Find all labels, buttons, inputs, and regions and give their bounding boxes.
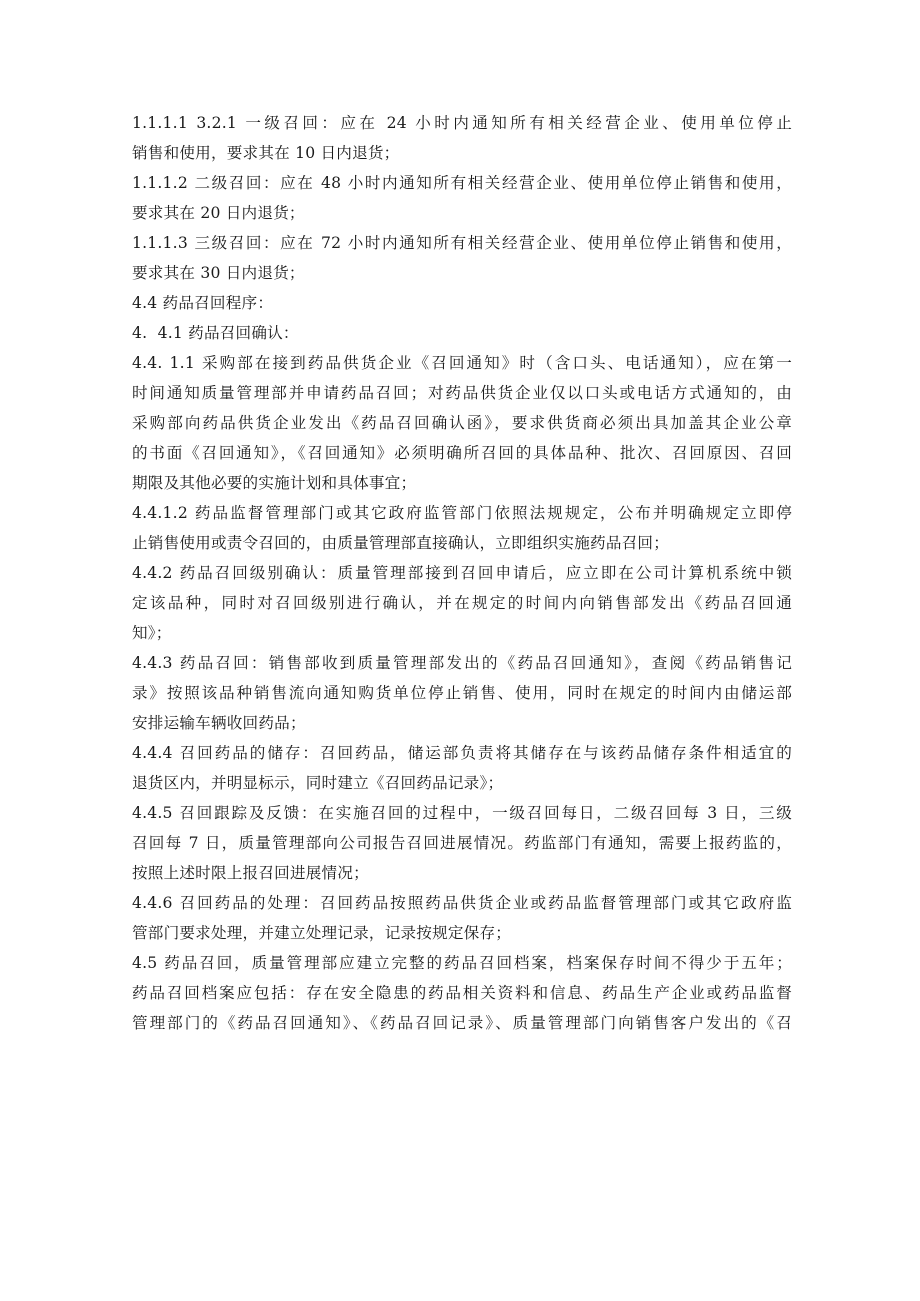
text-line: 4.4.2 药品召回级别确认：质量管理部接到召回申请后，应立即在公司计算机系统中锁	[132, 564, 792, 582]
text-line: 1.1.1.3 三级召回：应在 72 小时内通知所有相关经营企业、使用单位停止销售和使用，	[132, 234, 792, 252]
text-line: 销售和使用，要求其在 10 日内退货；	[132, 144, 400, 162]
text-line: 4.5 药品召回，质量管理部应建立完整的药品召回档案，档案保存时间不得少于五年；	[132, 954, 792, 972]
text-line: 管理部门的《药品召回通知》、《药品召回记录》、质量管理部门向销售客户发出的《召	[132, 1014, 792, 1032]
text-line: 的书面《召回通知》，《召回通知》必须明确所召回的具体品种、批次、召回原因、召回	[132, 444, 792, 462]
text-line: 知》；	[132, 624, 172, 642]
document-body	[132, 108, 792, 1038]
text-line: 1.1.1.2 二级召回：应在 48 小时内通知所有相关经营企业、使用单位停止销售和使用，	[132, 174, 792, 192]
text-line: 要求其在 30 日内退货；	[132, 264, 305, 282]
text-line: 4.4.6 召回药品的处理：召回药品按照药品供货企业或药品监督管理部门或其它政府监	[132, 894, 792, 912]
text-line: 4.4.4 召回药品的储存：召回药品，储运部负责将其储存在与该药品储存条件相适宜的	[132, 744, 792, 762]
text-line: 管部门要求处理，并建立处理记录，记录按规定保存；	[132, 924, 512, 942]
text-line: 定该品种，同时对召回级别进行确认，并在规定的时间内向销售部发出《药品召回通	[132, 594, 792, 612]
text-line: 4.4.1.2 药品监督管理部门或其它政府监管部门依照法规规定，公布并明确规定立即停	[132, 504, 792, 522]
text-line: 药品召回档案应包括：存在安全隐患的药品相关资料和信息、药品生产企业或药品监督	[132, 984, 792, 1002]
text-line: 召回每 7 日，质量管理部向公司报告召回进展情况。药监部门有通知，需要上报药监的，	[132, 834, 792, 852]
text-line: 4.4.3 药品召回：销售部收到质量管理部发出的《药品召回通知》，查阅《药品销售记	[132, 654, 792, 672]
section-heading: 4.4 药品召回程序：	[132, 294, 274, 312]
text-line: 1.1.1.1 3.2.1 一级召回：应在 24 小时内通知所有相关经营企业、使用单位停止	[132, 114, 792, 132]
text-line: 采购部向药品供货企业发出《药品召回确认函》，要求供货商必须出具加盖其企业公章	[132, 414, 792, 432]
text-line: 安排运输车辆收回药品；	[132, 714, 306, 732]
text-line: 按照上述时限上报召回进展情况；	[132, 864, 369, 882]
text-line: 4.4. 1.1 采购部在接到药品供货企业《召回通知》时（含口头、电话通知），应在第一	[132, 354, 792, 372]
text-line: 期限及其他必要的实施计划和具体事宜；	[132, 474, 417, 492]
text-line: 要求其在 20 日内退货；	[132, 204, 305, 222]
text-line: 退货区内，并明显标示，同时建立《召回药品记录》；	[132, 774, 504, 792]
text-line: 止销售使用或责令召回的，由质量管理部直接确认，立即组织实施药品召回；	[132, 534, 669, 552]
subsection-heading: 4. 4.1 药品召回确认：	[132, 324, 299, 342]
text-line: 4.4.5 召回跟踪及反馈：在实施召回的过程中，一级召回每日，二级召回每 3 日，三级	[132, 804, 792, 822]
text-line: 录》按照该品种销售流向通知购货单位停止销售、使用，同时在规定的时间内由储运部	[132, 684, 792, 702]
text-line: 时间通知质量管理部并申请药品召回；对药品供货企业仅以口头或电话方式通知的，由	[132, 384, 792, 402]
